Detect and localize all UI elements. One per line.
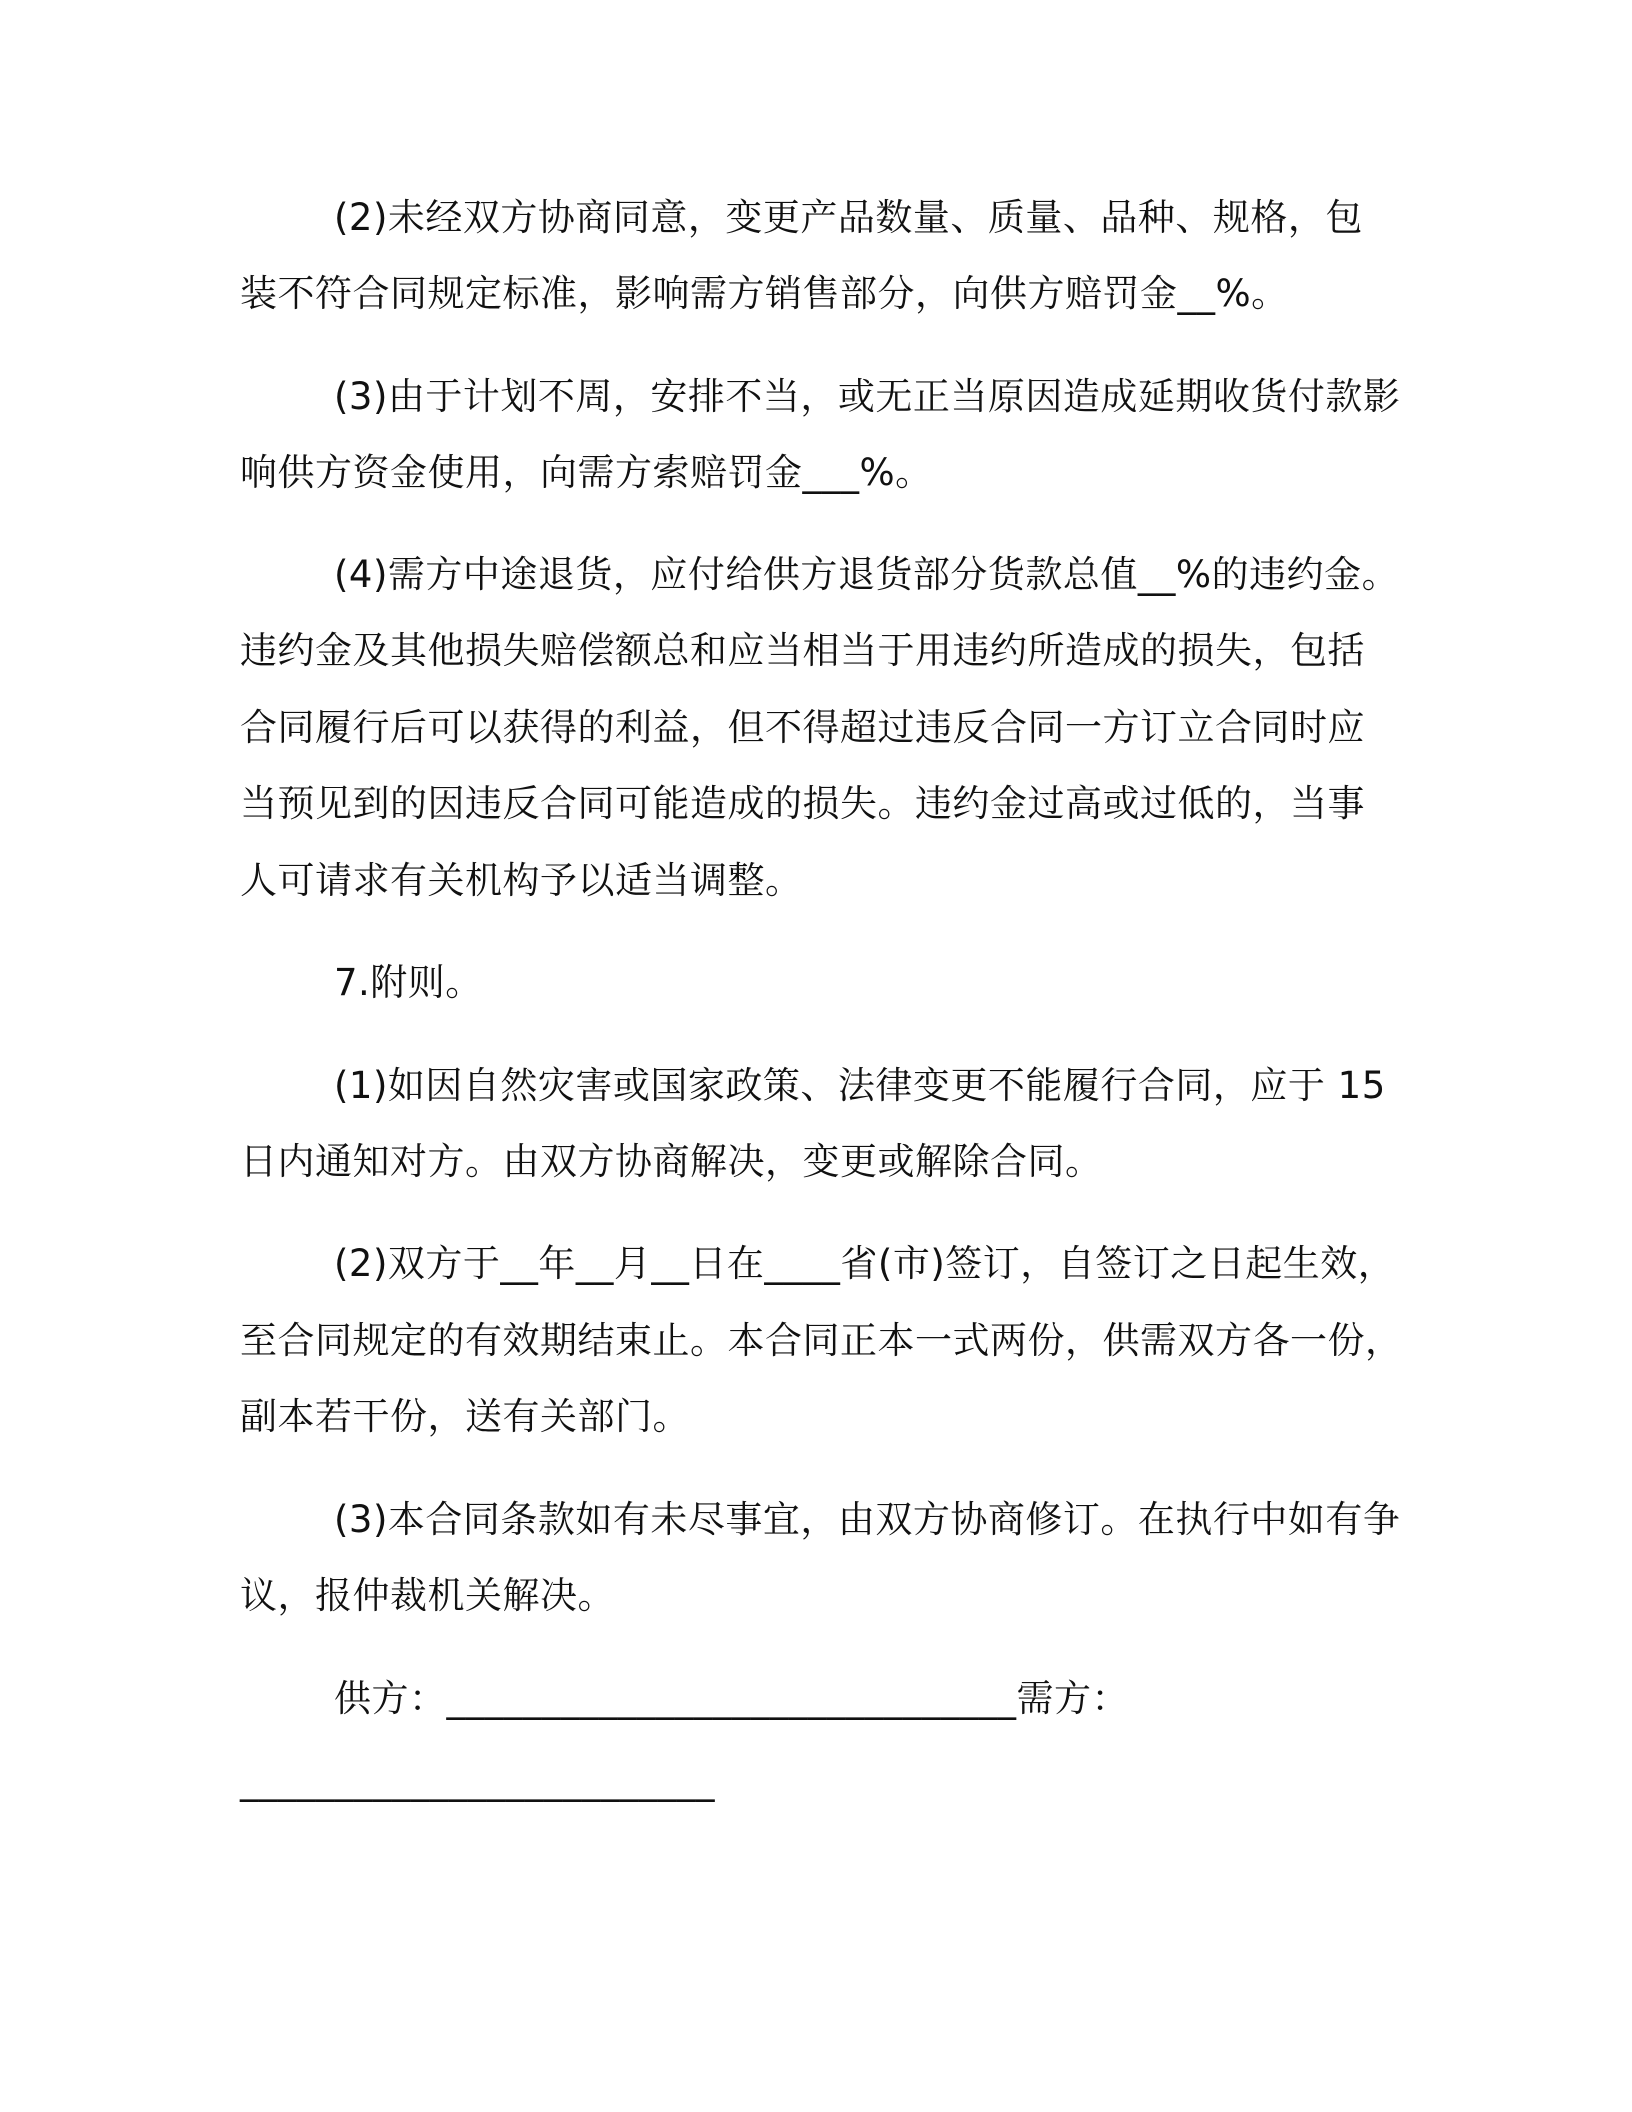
clause-7-4-line-5: 人可请求有关机构予以适当调整。 [240, 859, 803, 902]
appendix-3-line-2: 议，报仲裁机关解决。 [240, 1574, 615, 1617]
clause-7-3-line-2: 响供方资金使用，向需方索赔罚金___%。 [240, 451, 933, 494]
appendix-1-line-2: 日内通知对方。由双方协商解决，变更或解除合同。 [240, 1140, 1103, 1183]
appendix-1-line-1: (1)如因自然灾害或国家政策、法律变更不能履行合同，应于 15 [334, 1064, 1386, 1107]
appendix-2-line-2: 至合同规定的有效期结束止。本合同正本一式两份，供需双方各一份， [240, 1319, 1403, 1362]
appendix-3-line-1: (3)本合同条款如有未尽事宜，由双方协商修订。在执行中如有争 [334, 1498, 1401, 1541]
clause-7-3-line-1: (3)由于计划不周，安排不当，或无正当原因造成延期收货付款影 [334, 375, 1401, 418]
signature-line-parties: 供方：______________________________需方： [334, 1677, 1129, 1720]
clause-7-2-line-2: 装不符合同规定标准，影响需方销售部分，向供方赔罚金__%。 [240, 272, 1289, 315]
appendix-2-line-1: (2)双方于__年__月__日在____省(市)签订，自签订之日起生效， [334, 1242, 1396, 1285]
clause-7-4-line-3: 合同履行后可以获得的利益，但不得超过违反合同一方订立合同时应 [240, 706, 1365, 749]
section-heading-appendix: 7.附则。 [334, 961, 483, 1004]
clause-7-4-line-1: (4)需方中途退货，应付给供方退货部分货款总值__%的违约金。 [334, 553, 1400, 596]
clause-7-2-line-1: (2)未经双方协商同意，变更产品数量、质量、品种、规格，包 [334, 196, 1363, 239]
appendix-2-line-3: 副本若干份，送有关部门。 [240, 1395, 690, 1438]
signature-line-blank: _________________________ [240, 1759, 715, 1802]
clause-7-4-line-4: 当预见到的因违反合同可能造成的损失。违约金过高或过低的，当事 [240, 782, 1365, 825]
clause-7-4-line-2: 违约金及其他损失赔偿额总和应当相当于用违约所造成的损失，包括 [240, 629, 1365, 672]
